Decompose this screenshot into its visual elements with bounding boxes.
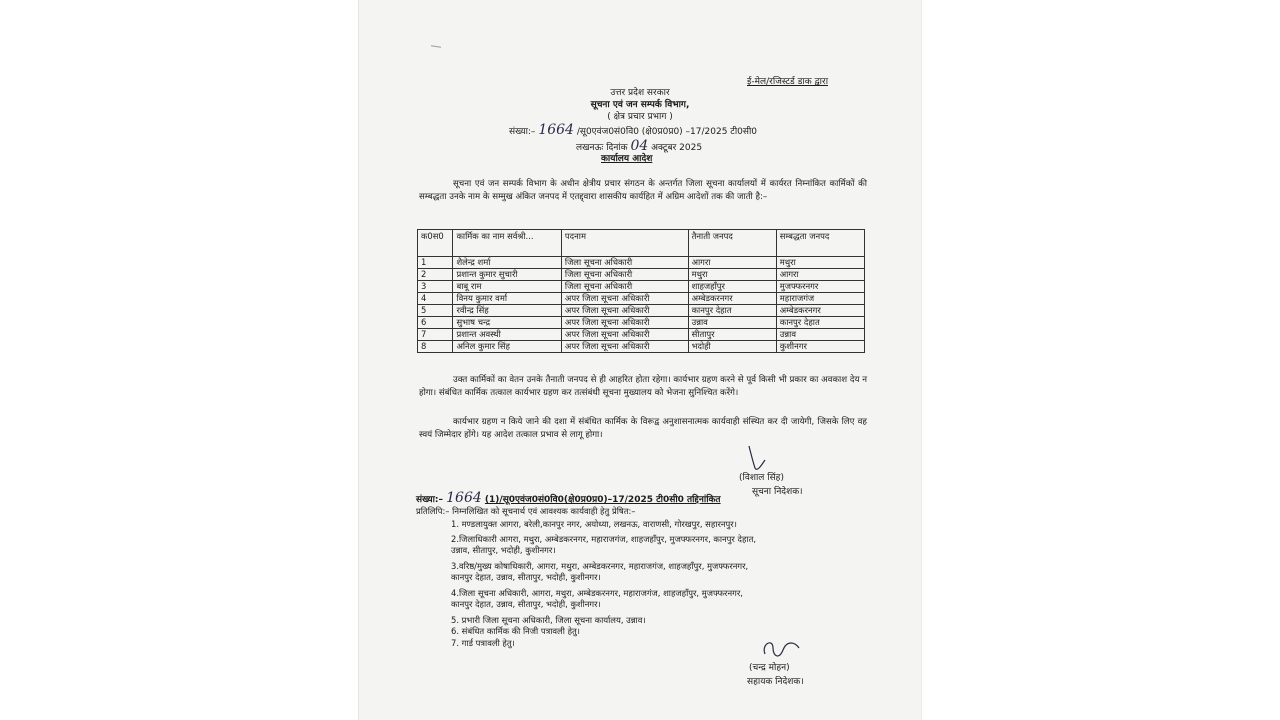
cell-posting: आगरा	[688, 257, 776, 269]
copy-number-line	[416, 492, 721, 506]
signatory-name: (विशाल सिंह)	[739, 473, 784, 483]
cell-attached: अम्बेडकरनगर	[776, 305, 864, 317]
table-row	[418, 281, 865, 293]
list-item: उन्नाव, सीतापुर, भदोही, कुशीनगर।	[451, 545, 556, 555]
cell-posting: भदोही	[688, 341, 776, 353]
cell-serial: 4	[418, 293, 453, 305]
header-posting-district: तैनाती जनपद	[688, 230, 776, 257]
cell-serial: 3	[418, 281, 453, 293]
copy-intro: प्रतिलिपि:– निम्नलिखित को सूचनार्थ एवं आवश्यक कार्यवाही हेतु प्रेषित:–	[416, 506, 636, 516]
signatory-designation: सूचना निदेशक।	[752, 487, 803, 497]
order-number-label: संख्या:–	[509, 127, 536, 137]
cell-name: सुभाष चन्द्र	[453, 317, 561, 329]
copy-list	[451, 519, 756, 649]
header-designation: पदनाम	[561, 230, 688, 257]
list-item: 2.जिलाधिकारी आगरा, मथुरा, अम्बेडकरनगर, महाराजगंज, शाहजहाँपुर, मुजफ्फरनगर, कानपुर देहात,	[451, 533, 756, 544]
action-paragraph: कार्यभार ग्रहण न किये जाने की दशा में संबंधित कार्मिक के विरूद्व अनुशासनात्मक कार्यवाही संस्थित कर दी जायेगी, जिसके लिए वह स्वयं जिम्मेदार होंगे। यह आदेश तत्काल प्रभाव से लागू होगा।	[419, 417, 867, 440]
cell-name: प्रशान्त अवस्थी	[453, 329, 561, 341]
place-date-line	[576, 140, 702, 154]
cell-attached: आगरा	[776, 269, 864, 281]
cell-serial: 2	[418, 269, 453, 281]
cell-attached: मुजफ्फरनगर	[776, 281, 864, 293]
list-item: 1. मण्डलायुक्त आगरा, बरेली,कानपुर नगर, अयोध्या, लखनऊ, वाराणसी, गोरखपुर, सहारनपुर।	[451, 519, 737, 529]
table-row	[418, 305, 865, 317]
cell-serial: 8	[418, 341, 453, 353]
copy-number-label: संख्या:–	[416, 495, 443, 505]
cell-designation: जिला सूचना अधिकारी	[561, 269, 688, 281]
cell-serial: 7	[418, 329, 453, 341]
month-year: अक्टूबर 2025	[651, 143, 703, 153]
table-row	[418, 269, 865, 281]
staff-table	[417, 229, 865, 353]
delivery-mode: ई-मेल/रजिस्टर्ड डाक द्वारा	[747, 77, 829, 87]
cell-attached: मथुरा	[776, 257, 864, 269]
cell-posting: मथुरा	[688, 269, 776, 281]
cell-name: अनिल कुमार सिंह	[453, 341, 561, 353]
cell-posting: शाहजहाँपुर	[688, 281, 776, 293]
signatory2-designation: सहायक निदेशक।	[747, 677, 804, 687]
list-item: कानपुर देहात, उन्नाव, सीतापुर, भदोही, कुशीनगर।	[451, 572, 601, 582]
government-name: उत्तर प्रदेश सरकार	[610, 88, 670, 98]
cell-attached: महाराजगंज	[776, 293, 864, 305]
cell-posting: कानपुर देहात	[688, 305, 776, 317]
table-row	[418, 257, 865, 269]
document-page	[358, 0, 922, 720]
list-item: कानपुर देहात, उन्नाव, सीतापुर, भदोही, कुशीनगर।	[451, 599, 601, 609]
intro-paragraph: सूचना एवं जन सम्पर्क विभाग के अधीन क्षेत्रीय प्रचार संगठन के अन्तर्गत जिला सूचना कार्यालयों में कार्यरत निम्नांकित कार्मिकों की सम्बद्धता उनके नाम के सम्मुख अंकित जनपद में एतद्द्वारा शासकीय कार्यहित में अग्रिम आदेशों तक की जाती है:–	[419, 179, 867, 202]
place-date-label: लखनऊः दिनांक	[576, 143, 628, 153]
cell-attached: कुशीनगर	[776, 341, 864, 353]
section-name: ( क्षेत्र प्रचार प्रभाग )	[607, 112, 673, 122]
cell-designation: जिला सूचना अधिकारी	[561, 257, 688, 269]
cell-name: शैलेन्द्र शर्मा	[453, 257, 561, 269]
list-item: 6. संबंधित कार्मिक की निजी पत्रावली हेतु।	[451, 626, 580, 636]
salary-paragraph: उक्त कार्मिकों का वेतन उनके तैनाती जनपद से ही आहरित होता रहेगा। कार्यभार ग्रहण करने से पूर्व किसी भी प्रकार का अवकाश देय न होगा। संबंधित कार्मिक तत्काल कार्यभार ग्रहण कर तत्संबंधी सूचना मुख्यालय को भेजना सुनिश्चित करेंगे।	[419, 375, 867, 398]
table-row	[418, 341, 865, 353]
copy-number-handwritten: 1664	[446, 490, 482, 506]
header-attached-district: सम्बद्धता जनपद	[776, 230, 864, 257]
cell-posting: उन्नाव	[688, 317, 776, 329]
table-header-row	[418, 230, 865, 257]
list-item: 3.वरिष्ठ/मुख्य कोषाधिकारी, आगरा, मथुरा, अम्बेडकरनगर, महाराजगंज, शाहजहाँपुर, मुजफ्फरनगर,	[451, 560, 749, 571]
cell-designation: अपर जिला सूचना अधिकारी	[561, 317, 688, 329]
cell-designation: अपर जिला सूचना अधिकारी	[561, 293, 688, 305]
scan-mark	[431, 45, 441, 47]
cell-attached: उन्नाव	[776, 329, 864, 341]
table-row	[418, 293, 865, 305]
header-name: कार्मिक का नाम सर्वश्री...	[453, 230, 561, 257]
cell-serial: 6	[418, 317, 453, 329]
cell-designation: अपर जिला सूचना अधिकारी	[561, 341, 688, 353]
order-number-reference: /सू0एवंज0सं0वि0 (क्षे0प्र0प्र0) –17/2025 टी0सी0	[576, 127, 758, 137]
cell-posting: अम्बेडकरनगर	[688, 293, 776, 305]
order-number-line	[509, 124, 757, 138]
cell-name: विनय कुमार वर्मा	[453, 293, 561, 305]
cell-serial: 5	[418, 305, 453, 317]
cell-name: प्रशान्त कुमार सुचारी	[453, 269, 561, 281]
signatory2-name: (चन्द्र मोहन)	[749, 663, 790, 673]
table-row	[418, 329, 865, 341]
cell-serial: 1	[418, 257, 453, 269]
department-name: सूचना एवं जन सम्पर्क विभाग,	[590, 100, 690, 110]
order-title: कार्यालय आदेश	[601, 154, 653, 164]
order-number-handwritten: 1664	[538, 122, 574, 138]
copy-number-reference: (1)/सू0एवंज0सं0वि0(क्षे0प्र0प्र0)–17/2025 टी0सी0 तद्दिनांकित	[484, 495, 721, 505]
cell-designation: अपर जिला सूचना अधिकारी	[561, 329, 688, 341]
cell-name: रवीन्द्र सिंह	[453, 305, 561, 317]
list-item: 5. प्रभारी जिला सूचना अधिकारी, जिला सूचना कार्यालय, उन्नाव।	[451, 614, 646, 625]
list-item: 7. गार्ड पत्रावली हेतु।	[451, 637, 515, 648]
list-item: 4.जिला सूचना अधिकारी, आगरा, मथुरा, अम्बेडकरनगर, महाराजगंज, शाहजहाँपुर, मुजफ्फरनगर,	[451, 587, 743, 598]
header-serial: क0स0	[418, 230, 453, 257]
cell-posting: सीतापुर	[688, 329, 776, 341]
cell-designation: अपर जिला सूचना अधिकारी	[561, 305, 688, 317]
cell-name: बाबू राम	[453, 281, 561, 293]
date-handwritten: 04	[630, 138, 649, 154]
cell-attached: कानपुर देहात	[776, 317, 864, 329]
cell-designation: जिला सूचना अधिकारी	[561, 281, 688, 293]
table-row	[418, 317, 865, 329]
